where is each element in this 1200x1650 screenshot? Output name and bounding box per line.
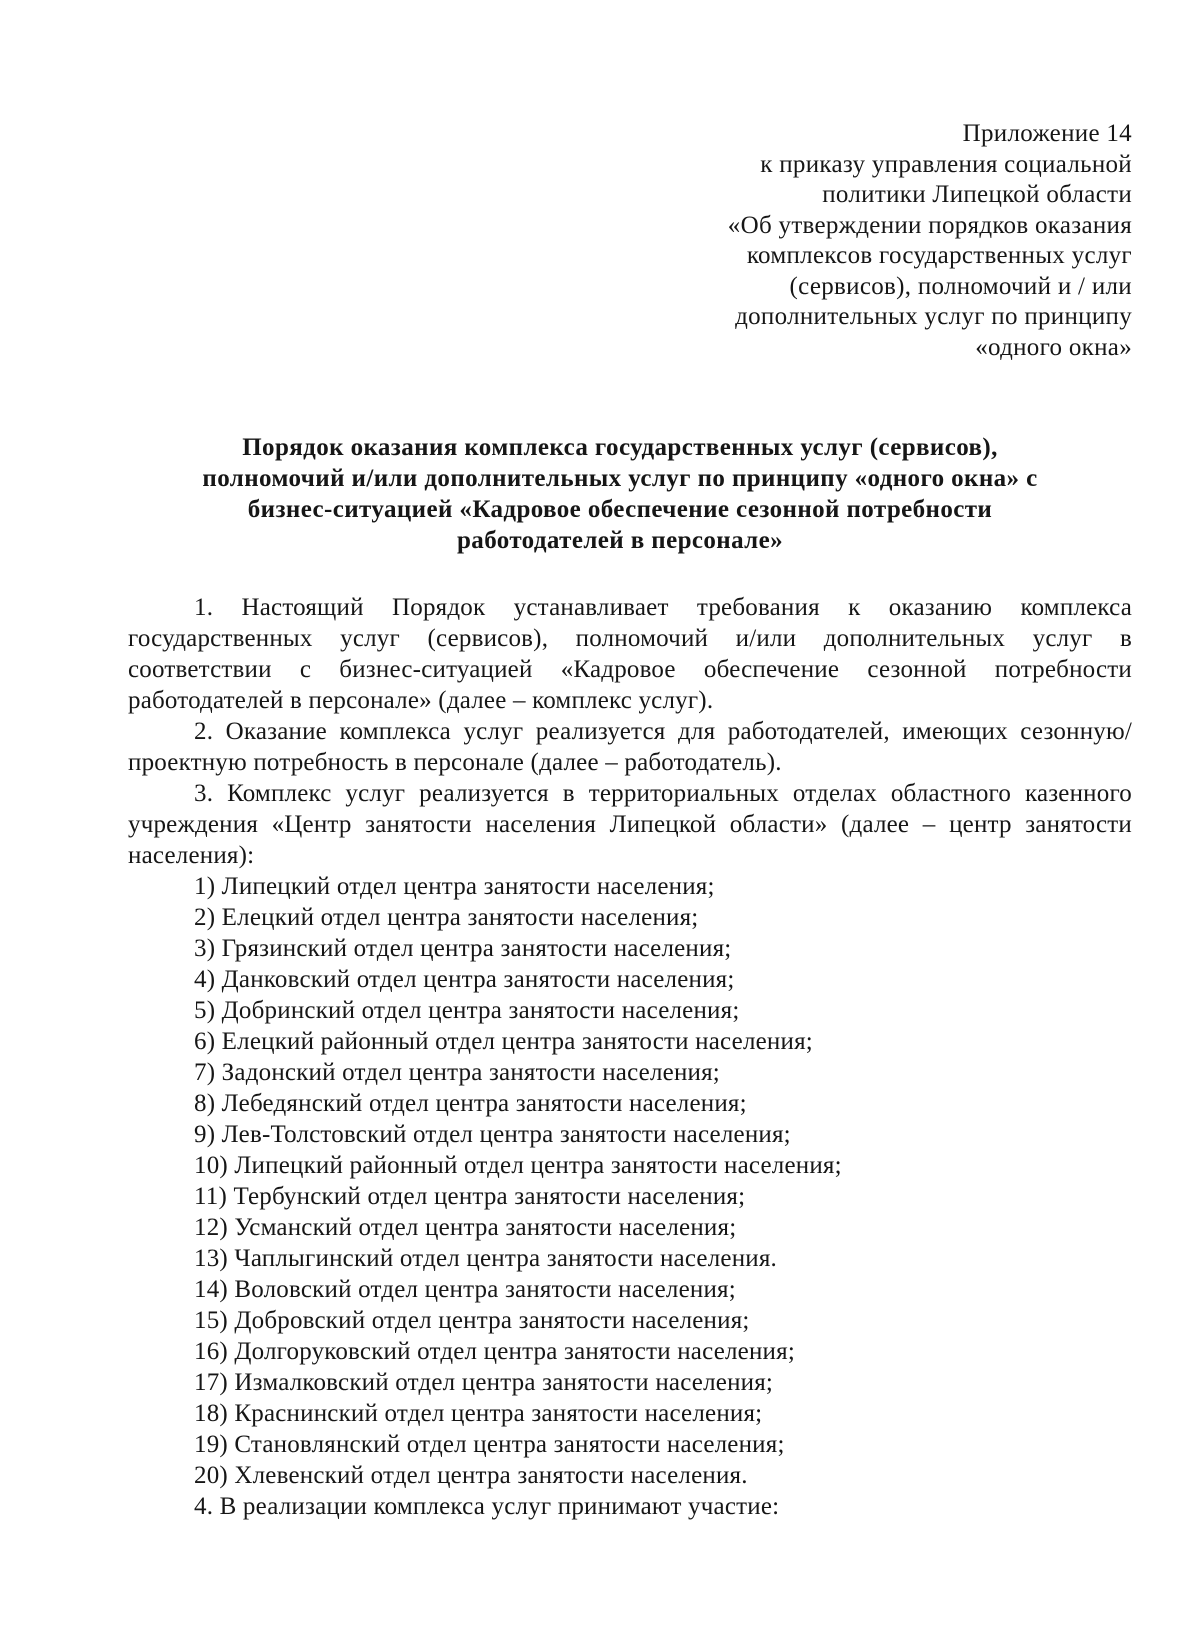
appendix-line: комплексов государственных услуг [746, 242, 1132, 269]
paragraph-2: 2. Оказание комплекса услуг реализуется для работодателей, имеющих сезонную/проектную потребность в персонале (далее – работодатель). [128, 718, 1132, 776]
appendix-line: дополнительных услуг по принципу [735, 303, 1132, 330]
list-item: 6) Елецкий районный отдел центра занятости населения; [194, 1028, 813, 1055]
list-item: 1) Липецкий отдел центра занятости населения; [194, 873, 715, 900]
appendix-line: «одного окна» [975, 333, 1132, 361]
list-item: 3) Грязинский отдел центра занятости населения; [194, 935, 732, 962]
title-line: бизнес-ситуацией «Кадровое обеспечение сезонной потребности [247, 496, 993, 523]
appendix-line: (сервисов), полномочий и / или [789, 272, 1132, 300]
list-item: 10) Липецкий районный отдел центра занятости населения; [194, 1152, 842, 1179]
appendix-line: политики Липецкой области [822, 181, 1132, 208]
list-item: 17) Измалковский отдел центра занятости населения; [194, 1369, 774, 1396]
list-item: 12) Усманский отдел центра занятости населения; [194, 1214, 737, 1241]
list-item: 20) Хлевенский отдел центра занятости населения. [194, 1462, 748, 1489]
paragraph-1: 1. Настоящий Порядок устанавливает требования к оказанию комплекса государственных услуг (сервисов), полномочий и/или дополнительных услуг в соответствии с бизнес-ситуацией «Кадровое обеспечение сезонной потребности работодателей в персонале» (далее – комплекс услуг). [128, 594, 1132, 714]
list-item: 8) Лебедянский отдел центра занятости населения; [194, 1090, 747, 1117]
list-item: 19) Становлянский отдел центра занятости населения; [194, 1431, 785, 1458]
paragraph-3: 3. Комплекс услуг реализуется в территориальных отделах областного казенного учреждения «Центр занятости населения Липецкой области» (далее – центр занятости населения): [128, 780, 1132, 869]
appendix-line: к приказу управления социальной [760, 150, 1132, 178]
list-item: 7) Задонский отдел центра занятости населения; [194, 1059, 720, 1086]
document-title [130, 432, 1110, 556]
document-body [128, 592, 1132, 1522]
list-item: 15) Добровский отдел центра занятости населения; [194, 1307, 750, 1334]
offices-list [128, 871, 1132, 1491]
appendix-line: «Об утверждении порядков оказания [727, 211, 1132, 239]
title-line: работодателей в персонале» [456, 527, 784, 554]
list-item: 11) Тербунский отдел центра занятости населения; [194, 1183, 746, 1210]
title-line: Порядок оказания комплекса государственных услуг (сервисов), [242, 434, 998, 461]
paragraph-4: 4. В реализации комплекса услуг принимают участие: [194, 1493, 780, 1520]
list-item: 9) Лев-Толстовский отдел центра занятости населения; [194, 1121, 791, 1148]
list-item: 18) Краснинский отдел центра занятости населения; [194, 1400, 763, 1427]
list-item: 13) Чаплыгинский отдел центра занятости населения. [194, 1245, 778, 1272]
list-item: 5) Добринский отдел центра занятости населения; [194, 997, 740, 1024]
title-line: полномочий и/или дополнительных услуг по принципу «одного окна» с [202, 465, 1038, 492]
appendix-header [532, 119, 1132, 363]
list-item: 2) Елецкий отдел центра занятости населения; [194, 904, 699, 931]
list-item: 14) Воловский отдел центра занятости населения; [194, 1276, 736, 1303]
appendix-line: Приложение 14 [962, 120, 1132, 147]
list-item: 4) Данковский отдел центра занятости населения; [194, 966, 735, 993]
list-item: 16) Долгоруковский отдел центра занятости населения; [194, 1338, 795, 1365]
